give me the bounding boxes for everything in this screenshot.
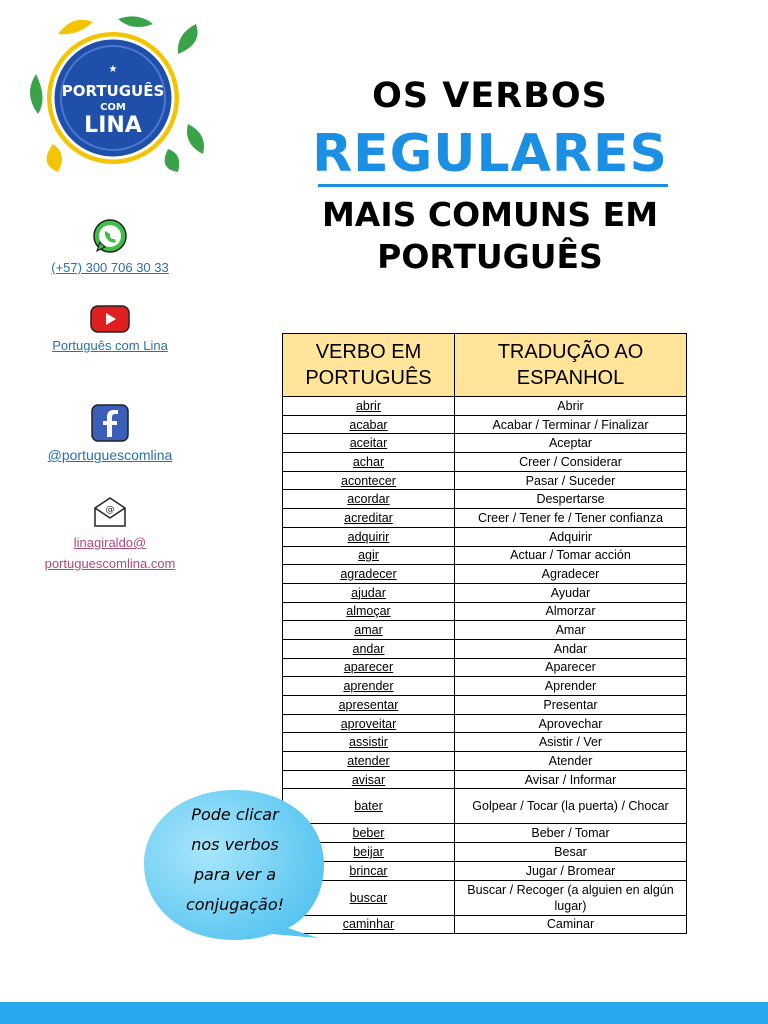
translation-cell: Buscar / Recoger (a alguien en algún lugar) (455, 880, 687, 915)
verb-link[interactable]: apresentar (338, 697, 399, 712)
verb-link[interactable]: bater (354, 799, 383, 814)
verb-link[interactable]: abrir (355, 398, 381, 413)
translation-cell: Despertarse (455, 490, 687, 509)
table-row (283, 453, 687, 472)
table-row (283, 602, 687, 621)
verb-link[interactable]: achar (352, 454, 385, 469)
verb-link[interactable]: almoçar (346, 604, 391, 619)
verb-link[interactable]: ajudar (351, 585, 386, 600)
verb-cell (283, 621, 455, 640)
verb-link[interactable]: acreditar (344, 510, 393, 525)
verb-link[interactable]: aproveitar (340, 716, 397, 731)
whatsapp-icon (91, 218, 129, 256)
table-row (283, 880, 687, 915)
verb-link[interactable]: agradecer (340, 567, 397, 582)
translation-cell: Atender (455, 752, 687, 771)
header-verbo: VERBO EM PORTUGUÊS (283, 334, 455, 397)
facebook-link[interactable]: @portuguescomlina (47, 447, 173, 463)
translation-cell: Golpear / Tocar (la puerta) / Chocar (455, 789, 687, 824)
verb-cell (283, 639, 455, 658)
bubble-text (165, 800, 305, 920)
verb-link[interactable]: aparecer (343, 660, 394, 675)
verb-cell (283, 658, 455, 677)
contact-facebook (0, 403, 220, 463)
verb-link[interactable]: beber (352, 826, 385, 841)
contact-phone (0, 218, 220, 275)
table-row (283, 527, 687, 546)
logo-line1: PORTUGUÊS (61, 82, 165, 100)
translation-cell: Beber / Tomar (455, 824, 687, 843)
logo-line2: COM (100, 102, 126, 113)
verbs-table (282, 333, 687, 934)
bubble-line1: Pode clicar (191, 805, 279, 824)
verb-link[interactable]: beijar (353, 844, 384, 859)
translation-cell: Pasar / Suceder (455, 471, 687, 490)
svg-text:★: ★ (108, 64, 118, 75)
logo-line3: LINA (84, 113, 142, 138)
header-traducao: TRADUÇÃO AO ESPANHOL (455, 334, 687, 397)
title-line4: PORTUGUÊS (377, 237, 603, 276)
title-line1: OS VERBOS (372, 76, 608, 116)
verb-link[interactable]: acabar (349, 417, 388, 432)
table-row (283, 915, 687, 934)
verb-link[interactable]: brincar (349, 863, 388, 878)
translation-cell: Presentar (455, 696, 687, 715)
verb-cell (283, 509, 455, 528)
youtube-icon (89, 304, 131, 334)
email-icon (92, 496, 128, 528)
svg-text:@: @ (105, 505, 115, 515)
table-row (283, 696, 687, 715)
table-row (283, 490, 687, 509)
verb-link[interactable]: aceitar (349, 436, 388, 451)
email-link[interactable] (0, 532, 220, 553)
bubble-line3: para ver a (193, 865, 277, 884)
translation-cell: Avisar / Informar (455, 770, 687, 789)
table-row (283, 658, 687, 677)
facebook-icon (90, 403, 130, 443)
table-row (283, 621, 687, 640)
verb-link[interactable]: caminhar (342, 917, 395, 932)
verb-link[interactable]: amar (354, 623, 383, 638)
verb-link[interactable]: agir (358, 548, 379, 563)
table-row (283, 677, 687, 696)
table-row (283, 415, 687, 434)
translation-cell: Almorzar (455, 602, 687, 621)
translation-cell: Adquirir (455, 527, 687, 546)
translation-cell: Amar (455, 621, 687, 640)
table-row (283, 565, 687, 584)
translation-cell: Andar (455, 639, 687, 658)
translation-cell: Agradecer (455, 565, 687, 584)
email-line1: linagiraldo@ (73, 535, 147, 550)
table-row (283, 752, 687, 771)
verb-cell (283, 677, 455, 696)
verb-link[interactable]: atender (347, 753, 390, 768)
youtube-link[interactable]: Português com Lina (52, 338, 168, 353)
bottom-bar (0, 1002, 768, 1024)
table-row (283, 861, 687, 880)
verb-cell (283, 434, 455, 453)
translation-cell: Asistir / Ver (455, 733, 687, 752)
verb-cell (283, 546, 455, 565)
verb-cell (283, 527, 455, 546)
table-row (283, 714, 687, 733)
translation-cell: Aceptar (455, 434, 687, 453)
verb-cell (283, 453, 455, 472)
verb-cell (283, 714, 455, 733)
translation-cell: Aparecer (455, 658, 687, 677)
portugues-com-lina-logo (18, 14, 208, 174)
table-row (283, 434, 687, 453)
table-row (283, 639, 687, 658)
table-header-row (283, 334, 687, 397)
table-row (283, 397, 687, 416)
translation-cell: Creer / Considerar (455, 453, 687, 472)
translation-cell: Aprender (455, 677, 687, 696)
table-row (283, 546, 687, 565)
translation-cell: Creer / Tener fe / Tener confianza (455, 509, 687, 528)
table-row (283, 843, 687, 862)
translation-cell: Abrir (455, 397, 687, 416)
verb-cell (283, 565, 455, 584)
table-row (283, 471, 687, 490)
contact-youtube (0, 304, 220, 353)
translation-cell: Acabar / Terminar / Finalizar (455, 415, 687, 434)
bubble-line2: nos verbos (191, 835, 279, 854)
verb-cell (283, 490, 455, 509)
verb-cell (283, 583, 455, 602)
verb-link[interactable]: aprender (343, 679, 394, 694)
verb-cell (283, 602, 455, 621)
translation-cell: Actuar / Tomar acción (455, 546, 687, 565)
table-row (283, 789, 687, 824)
translation-cell: Aprovechar (455, 714, 687, 733)
verb-link[interactable]: assistir (349, 735, 388, 750)
verb-link[interactable]: adquirir (347, 529, 390, 544)
table-row (283, 824, 687, 843)
verb-link[interactable]: acontecer (341, 473, 396, 488)
verb-link[interactable]: buscar (349, 890, 388, 905)
table-row (283, 583, 687, 602)
verb-cell (283, 415, 455, 434)
title-underline (318, 184, 668, 187)
verb-cell (283, 752, 455, 771)
verb-link[interactable]: andar (352, 641, 385, 656)
title-line3: MAIS COMUNS EM (321, 195, 659, 234)
table-row (283, 509, 687, 528)
translation-cell: Jugar / Bromear (455, 861, 687, 880)
email-link-domain[interactable] (0, 553, 220, 574)
translation-cell: Ayudar (455, 583, 687, 602)
verb-cell (283, 733, 455, 752)
translation-cell: Caminar (455, 915, 687, 934)
contact-email (0, 496, 220, 574)
verb-link[interactable]: avisar (351, 772, 386, 787)
verb-cell (283, 397, 455, 416)
phone-link[interactable]: (+57) 300 706 30 33 (51, 260, 169, 275)
verb-link[interactable]: acordar (347, 492, 390, 507)
email-line2: portuguescomlina.com (44, 556, 176, 571)
translation-cell: Besar (455, 843, 687, 862)
verb-cell (283, 471, 455, 490)
title-line3-4 (290, 194, 690, 278)
title-line2: REGULARES (312, 124, 668, 184)
bubble-line4: conjugação! (185, 895, 285, 914)
verb-cell (283, 696, 455, 715)
table-row (283, 733, 687, 752)
table-row (283, 770, 687, 789)
